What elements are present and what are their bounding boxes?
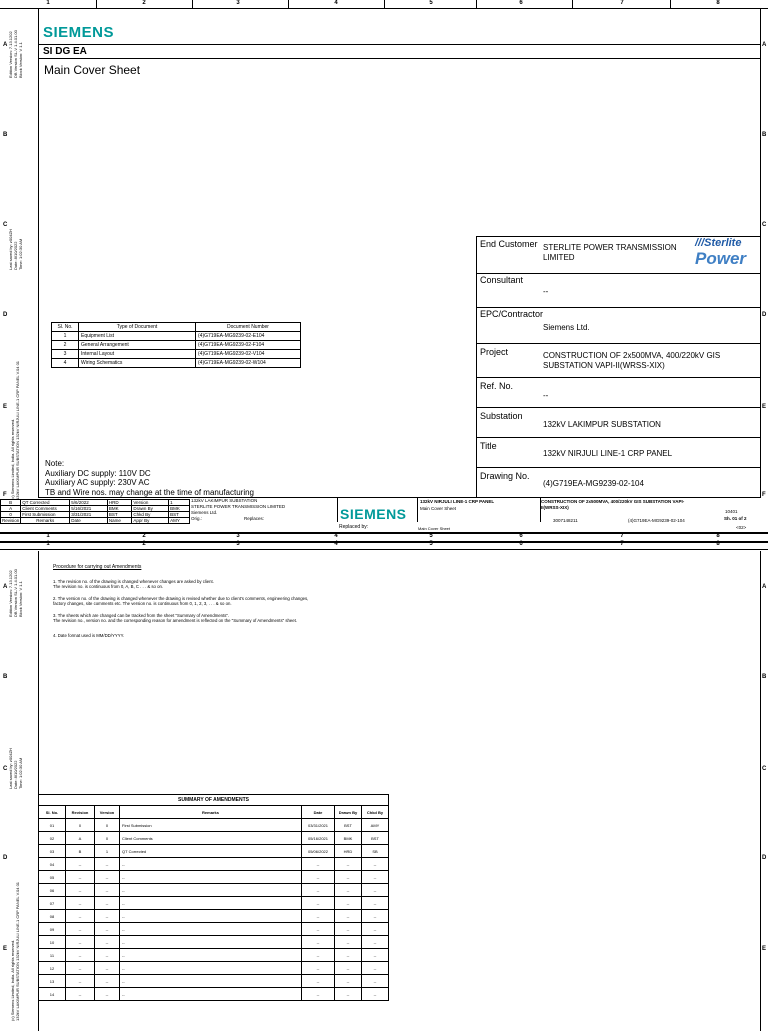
table-cell: Client Comments xyxy=(120,832,302,845)
zone-col: 3 xyxy=(236,0,240,6)
table-cell: 12 xyxy=(39,962,66,975)
zone-row: E xyxy=(762,946,767,952)
zone-row: E xyxy=(3,404,8,410)
table-row xyxy=(39,923,389,936)
drawing-label: Drawing No. xyxy=(480,471,530,481)
table-cell: 07 xyxy=(39,897,66,910)
table-row: 3 Internal Layout (4)G719EA-MG9239-02-V104 xyxy=(52,350,301,359)
table-cell: -- xyxy=(66,858,95,871)
table-cell: -- xyxy=(95,975,120,988)
table-cell: -- xyxy=(302,884,335,897)
table-row: 4 Wiring Schematics (4)G719EA-MG9239-02-W104 xyxy=(52,359,301,368)
table-row xyxy=(39,988,389,1001)
margin-edition: Edition Version: 7.13.1202 DB Version SL-V 1.4.01.00 Block Version: V 1.1 xyxy=(8,30,23,78)
zone-col: 7 xyxy=(620,0,624,6)
consultant-value: -- xyxy=(543,287,549,296)
table-cell: 03 xyxy=(39,845,66,858)
table-cell: -- xyxy=(362,949,389,962)
table-cell: -- xyxy=(66,871,95,884)
project-value: CONSTRUCTION OF 2x500MVA, 400/220kV GIS SUBSTATION VAPI-II(WRSS-XIX) xyxy=(543,351,721,370)
table-cell: A xyxy=(66,832,95,845)
table-cell: -- xyxy=(95,858,120,871)
zone-col: 3 xyxy=(236,541,240,547)
header: Type of Document xyxy=(79,323,196,332)
table-row: A Client Comments 5/16/2021 BMK Drawn By BMK xyxy=(1,506,190,512)
table-cell: -- xyxy=(335,923,362,936)
zone-col: 2 xyxy=(142,0,146,6)
rev-ref: <02> xyxy=(736,525,747,530)
table-cell: -- xyxy=(95,923,120,936)
table-row xyxy=(39,871,389,884)
table-cell: 01 xyxy=(39,819,66,832)
table-cell: -- xyxy=(66,910,95,923)
ref-value: -- xyxy=(543,391,549,400)
zone-col: 5 xyxy=(429,533,433,539)
zone-row: A xyxy=(3,584,8,590)
table-row xyxy=(39,858,389,871)
table-cell: -- xyxy=(95,871,120,884)
project-label: Project xyxy=(480,347,509,357)
epc-label: EPC/Contractor xyxy=(480,309,544,319)
table-cell: 10 xyxy=(39,936,66,949)
zone-col: 1 xyxy=(46,541,50,547)
table-cell: -- xyxy=(120,871,302,884)
table-row: Revision Remarks Date Name Appr By AMY xyxy=(1,518,190,524)
page-title: Main Cover Sheet xyxy=(44,63,141,77)
table-cell: -- xyxy=(362,884,389,897)
table-cell: -- xyxy=(120,884,302,897)
table-cell: 05/16/2021 xyxy=(302,832,335,845)
table-cell: 06 xyxy=(39,884,66,897)
zone-row: F xyxy=(3,492,7,498)
zone-row: D xyxy=(762,855,767,861)
drawing-value: (4)G719EA-MG9239-02-104 xyxy=(543,479,644,488)
header: Sl. No. xyxy=(52,323,79,332)
ref-label: Ref. No. xyxy=(480,381,514,391)
zone-col: 2 xyxy=(142,541,146,547)
table-cell: -- xyxy=(120,975,302,988)
sheet-name: Main Cover Sheet xyxy=(418,526,451,531)
table-cell: AMY xyxy=(362,819,389,832)
table-cell: -- xyxy=(302,910,335,923)
margin-saved: Last saved by: z004ZH Date: 8/10/2022 Time: 1:02:30 AM xyxy=(8,748,23,789)
zone-col: 4 xyxy=(334,0,338,6)
table-cell: HRD xyxy=(335,845,362,858)
table-cell: -- xyxy=(335,988,362,1001)
table-cell: -- xyxy=(335,975,362,988)
table-cell: B xyxy=(66,845,95,858)
panel-block: 132kV NIRJULI LINE-1 CRP PANEL Main Cover Sheet xyxy=(417,498,541,522)
table-cell: -- xyxy=(362,988,389,1001)
table-cell: -- xyxy=(335,936,362,949)
table-row xyxy=(39,910,389,923)
table-cell: 0 xyxy=(95,819,120,832)
code1: 3007148211 xyxy=(553,518,578,523)
table-cell: -- xyxy=(120,923,302,936)
zone-col: 8 xyxy=(716,0,720,6)
consultant-label: Consultant xyxy=(480,275,524,285)
table-cell: -- xyxy=(362,975,389,988)
zone-col: 8 xyxy=(716,533,720,539)
margin-edition: Edition Version: 7.13.1202 DB Version SL-V 1.4.01.00 Block Version: V 1.1 xyxy=(8,569,23,617)
zone-row: B xyxy=(3,674,8,680)
zone-row: A xyxy=(3,42,8,48)
table-cell: -- xyxy=(120,988,302,1001)
table-cell: -- xyxy=(95,910,120,923)
table-cell: -- xyxy=(335,871,362,884)
zone-row: C xyxy=(762,766,767,772)
table-cell: -- xyxy=(95,962,120,975)
zone-row: D xyxy=(762,312,767,318)
zone-col: 2 xyxy=(142,533,146,539)
table-cell: 11 xyxy=(39,949,66,962)
table-row xyxy=(39,897,389,910)
zone-row: A xyxy=(762,584,767,590)
table-row xyxy=(39,975,389,988)
table-cell: -- xyxy=(95,897,120,910)
zone-row: F xyxy=(762,492,766,498)
table-cell: -- xyxy=(335,884,362,897)
table-cell: -- xyxy=(362,858,389,871)
table-row xyxy=(39,884,389,897)
table-cell: -- xyxy=(120,949,302,962)
client-block: 132kV LAKIMPUR SUBSTATION STERLITE POWER TRANSMISSION LIMITED Siemens Ltd. Orig.: Replaces: xyxy=(191,498,338,522)
table-cell: -- xyxy=(362,936,389,949)
table-row xyxy=(39,832,389,845)
zone-row: E xyxy=(762,404,767,410)
zone-row: B xyxy=(3,132,8,138)
table-cell: -- xyxy=(362,910,389,923)
zone-row: C xyxy=(3,766,8,772)
table-cell: -- xyxy=(120,897,302,910)
sterlite-logo-text: Power xyxy=(695,249,747,268)
table-cell: 03/31/2021 xyxy=(302,819,335,832)
table-cell: 14 xyxy=(39,988,66,1001)
table-row xyxy=(39,949,389,962)
amendment-sheet xyxy=(0,551,768,1024)
table-cell: -- xyxy=(120,936,302,949)
title-value: 132kV NIRJULI LINE-1 CRP PANEL xyxy=(543,449,673,458)
table-cell: -- xyxy=(302,923,335,936)
table-cell: First Submission xyxy=(120,819,302,832)
table-cell: 08 xyxy=(39,910,66,923)
table-cell: -- xyxy=(66,884,95,897)
zone-col: 8 xyxy=(716,541,720,547)
table-cell: -- xyxy=(362,923,389,936)
code2: (4)G719EA-MG9239-02-104 xyxy=(628,518,685,523)
table-cell: BST xyxy=(335,819,362,832)
table-cell: -- xyxy=(302,936,335,949)
zone-col: 6 xyxy=(519,541,523,547)
table-row: 0 First Submission 3/31/2021 BST Chkd By BST xyxy=(1,512,190,518)
table-cell: -- xyxy=(66,923,95,936)
zone-row: D xyxy=(3,855,8,861)
zone-col: 4 xyxy=(334,533,338,539)
sterlite-logo: ///Sterlite xyxy=(695,237,742,249)
table-cell: -- xyxy=(335,910,362,923)
table-cell: -- xyxy=(95,949,120,962)
table-cell: -- xyxy=(302,897,335,910)
table-cell: -- xyxy=(302,871,335,884)
table-cell: 1 xyxy=(95,845,120,858)
department: SI DG EA xyxy=(43,46,87,57)
zone-col: 5 xyxy=(429,541,433,547)
zone-row: B xyxy=(762,674,767,680)
table-cell: -- xyxy=(66,988,95,1001)
substation-value: 132kV LAKIMPUR SUBSTATION xyxy=(543,420,661,429)
substation-label: Substation xyxy=(480,411,523,421)
zone-col: 4 xyxy=(334,541,338,547)
zone-row: C xyxy=(762,222,767,228)
table-cell: -- xyxy=(66,975,95,988)
margin-copyright: (c) Siemens Limited, India. All rights reserved. 132kV LAKIMPUR SUBSTATION 132kV NIRJULI LINE-1 CRP PANEL V.04 01 xyxy=(10,881,20,1021)
header: Document Number xyxy=(196,323,301,332)
table-cell: 05/06/2022 xyxy=(302,845,335,858)
zone-col: 3 xyxy=(236,533,240,539)
zone-row: B xyxy=(762,132,767,138)
table-cell: -- xyxy=(66,936,95,949)
table-cell: -- xyxy=(302,962,335,975)
zone-col: 1 xyxy=(46,533,50,539)
table-cell: -- xyxy=(302,949,335,962)
table-cell: -- xyxy=(95,988,120,1001)
table-row xyxy=(39,936,389,949)
table-row: B QT Corrected 5/6/2022 HRD Version 1 xyxy=(1,500,190,506)
procedure-title: Procedure for carrying out Amendments xyxy=(53,564,142,570)
zone-col: 7 xyxy=(620,541,624,547)
amendments-title: SUMMARY OF AMENDMENTS xyxy=(39,795,389,806)
margin-copyright: (c) Siemens Limited, India. All rights reserved. 132kV LAKIMPUR SUBSTATION 132kV NIRJULI LINE-1 CRP PANEL V.04 01 xyxy=(10,360,20,500)
table-cell: -- xyxy=(335,897,362,910)
table-cell: 09 xyxy=(39,923,66,936)
table-cell: -- xyxy=(302,988,335,1001)
table-cell: 05 xyxy=(39,871,66,884)
table-cell: SB xyxy=(362,845,389,858)
table-cell: -- xyxy=(362,962,389,975)
zone-ruler-top-2 xyxy=(0,541,768,550)
table-cell: 02 xyxy=(39,832,66,845)
notes: Note: Auxiliary DC supply: 110V DC Auxiliary AC supply: 230V AC TB and Wire nos. may change at the time of manufacturing xyxy=(45,459,254,497)
table-cell: -- xyxy=(66,897,95,910)
zone-col: 7 xyxy=(620,533,624,539)
zone-col: 1 xyxy=(46,0,50,6)
table-cell: -- xyxy=(120,910,302,923)
table-cell: 13 xyxy=(39,975,66,988)
title-block xyxy=(476,236,761,498)
siemens-logo: SIEMENS xyxy=(43,24,115,41)
table-cell: 0 xyxy=(66,819,95,832)
epc-value: Siemens Ltd. xyxy=(543,323,590,332)
zone-row: C xyxy=(3,222,8,228)
sheet-of: Sh. 01 of 2 xyxy=(724,516,747,521)
table-cell: BMK xyxy=(335,832,362,845)
table-cell: -- xyxy=(120,858,302,871)
end-customer-value: STERLITE POWER TRANSMISSION LIMITED xyxy=(543,243,677,262)
table-cell: -- xyxy=(362,897,389,910)
zone-col: 6 xyxy=(519,533,523,539)
table-cell: -- xyxy=(120,962,302,975)
table-row xyxy=(39,819,389,832)
table-cell: -- xyxy=(95,936,120,949)
siemens-logo-footer: SIEMENS xyxy=(340,506,407,522)
project-footer: CONSTRUCTION OF 2x500MVA, 400/220kV GIS SUBSTATION VAPI-II(WRSS-XIX) xyxy=(541,499,685,510)
replaced-by: Replaced by: xyxy=(339,524,369,530)
table-row xyxy=(39,845,389,858)
table-cell: 04 xyxy=(39,858,66,871)
title-label: Title xyxy=(480,441,497,451)
doc-num: 10401 xyxy=(725,509,738,514)
margin-saved: Last saved by: z004ZH Date: 8/10/2022 Time: 1:02:30 AM xyxy=(8,229,23,270)
table-row: 2 General Arrangement (4)G719EA-MG9239-02-F104 xyxy=(52,341,301,350)
table-cell: -- xyxy=(95,884,120,897)
table-cell: -- xyxy=(335,962,362,975)
table-cell: -- xyxy=(362,871,389,884)
revision-table xyxy=(0,499,190,524)
table-row: 1 Equipment List (4)G719EA-MG9239-02-E104 xyxy=(52,332,301,341)
table-row xyxy=(39,962,389,975)
zone-col: 5 xyxy=(429,0,433,6)
zone-row: D xyxy=(3,312,8,318)
table-cell: -- xyxy=(335,858,362,871)
end-customer-label: End Customer xyxy=(480,239,538,249)
table-cell: QT Corrected xyxy=(120,845,302,858)
zone-row: E xyxy=(3,946,8,952)
table-cell: BST xyxy=(362,832,389,845)
amendments-table: SUMMARY OF AMENDMENTS Sl. No. Revision Version Remarks Date Drawn By Chkd By 01 0 0 First Submission 03/31/2021 BST AMY 02 A 0 Client Comments 05/16/2021 BMK BST 03 B 1 QT Corrected 05/06/2022 HRD SB 04 -- -- -- -- -- -- 05 -- -- -- -- -- -- 06 -- -- -- -- -- -- 07 -- -- -- -- -- -- 08 -- -- -- -- -- -- 09 -- -- -- -- -- -- 10 -- -- -- -- -- -- 11 -- -- -- -- -- -- 12 -- -- -- -- -- -- 13 -- -- -- -- -- -- 14 -- -- -- -- -- -- xyxy=(38,794,389,1001)
zone-col: 6 xyxy=(519,0,523,6)
table-cell: 0 xyxy=(95,832,120,845)
zone-row: A xyxy=(762,42,767,48)
document-table xyxy=(51,322,301,368)
table-cell: -- xyxy=(66,962,95,975)
table-cell: -- xyxy=(302,975,335,988)
table-cell: -- xyxy=(302,858,335,871)
procedure: Procedure for carrying out Amendments 1. The revision no. of the drawing is changed whenever changes are asked by client. The revision no. is continuous from 0, A, B, C . . . & so on. 2. The version no. of the drawing is changed whenever the drawing is revised whether due to client's comments, engineering changes, factory changes, site comments etc. The version no. is continuous from 0, 1, 2, 3, . . . & so on. 3. The sheets which are changed can be tracked from the sheet "Summary of Amendments". The revision no., version no. and the corresponding reason for amendment is reflected on the "Summary of Amendments" sheet. 4. Date format used is MM/DD/YYYY. xyxy=(53,565,413,638)
table-cell: -- xyxy=(335,949,362,962)
table-cell: -- xyxy=(66,949,95,962)
